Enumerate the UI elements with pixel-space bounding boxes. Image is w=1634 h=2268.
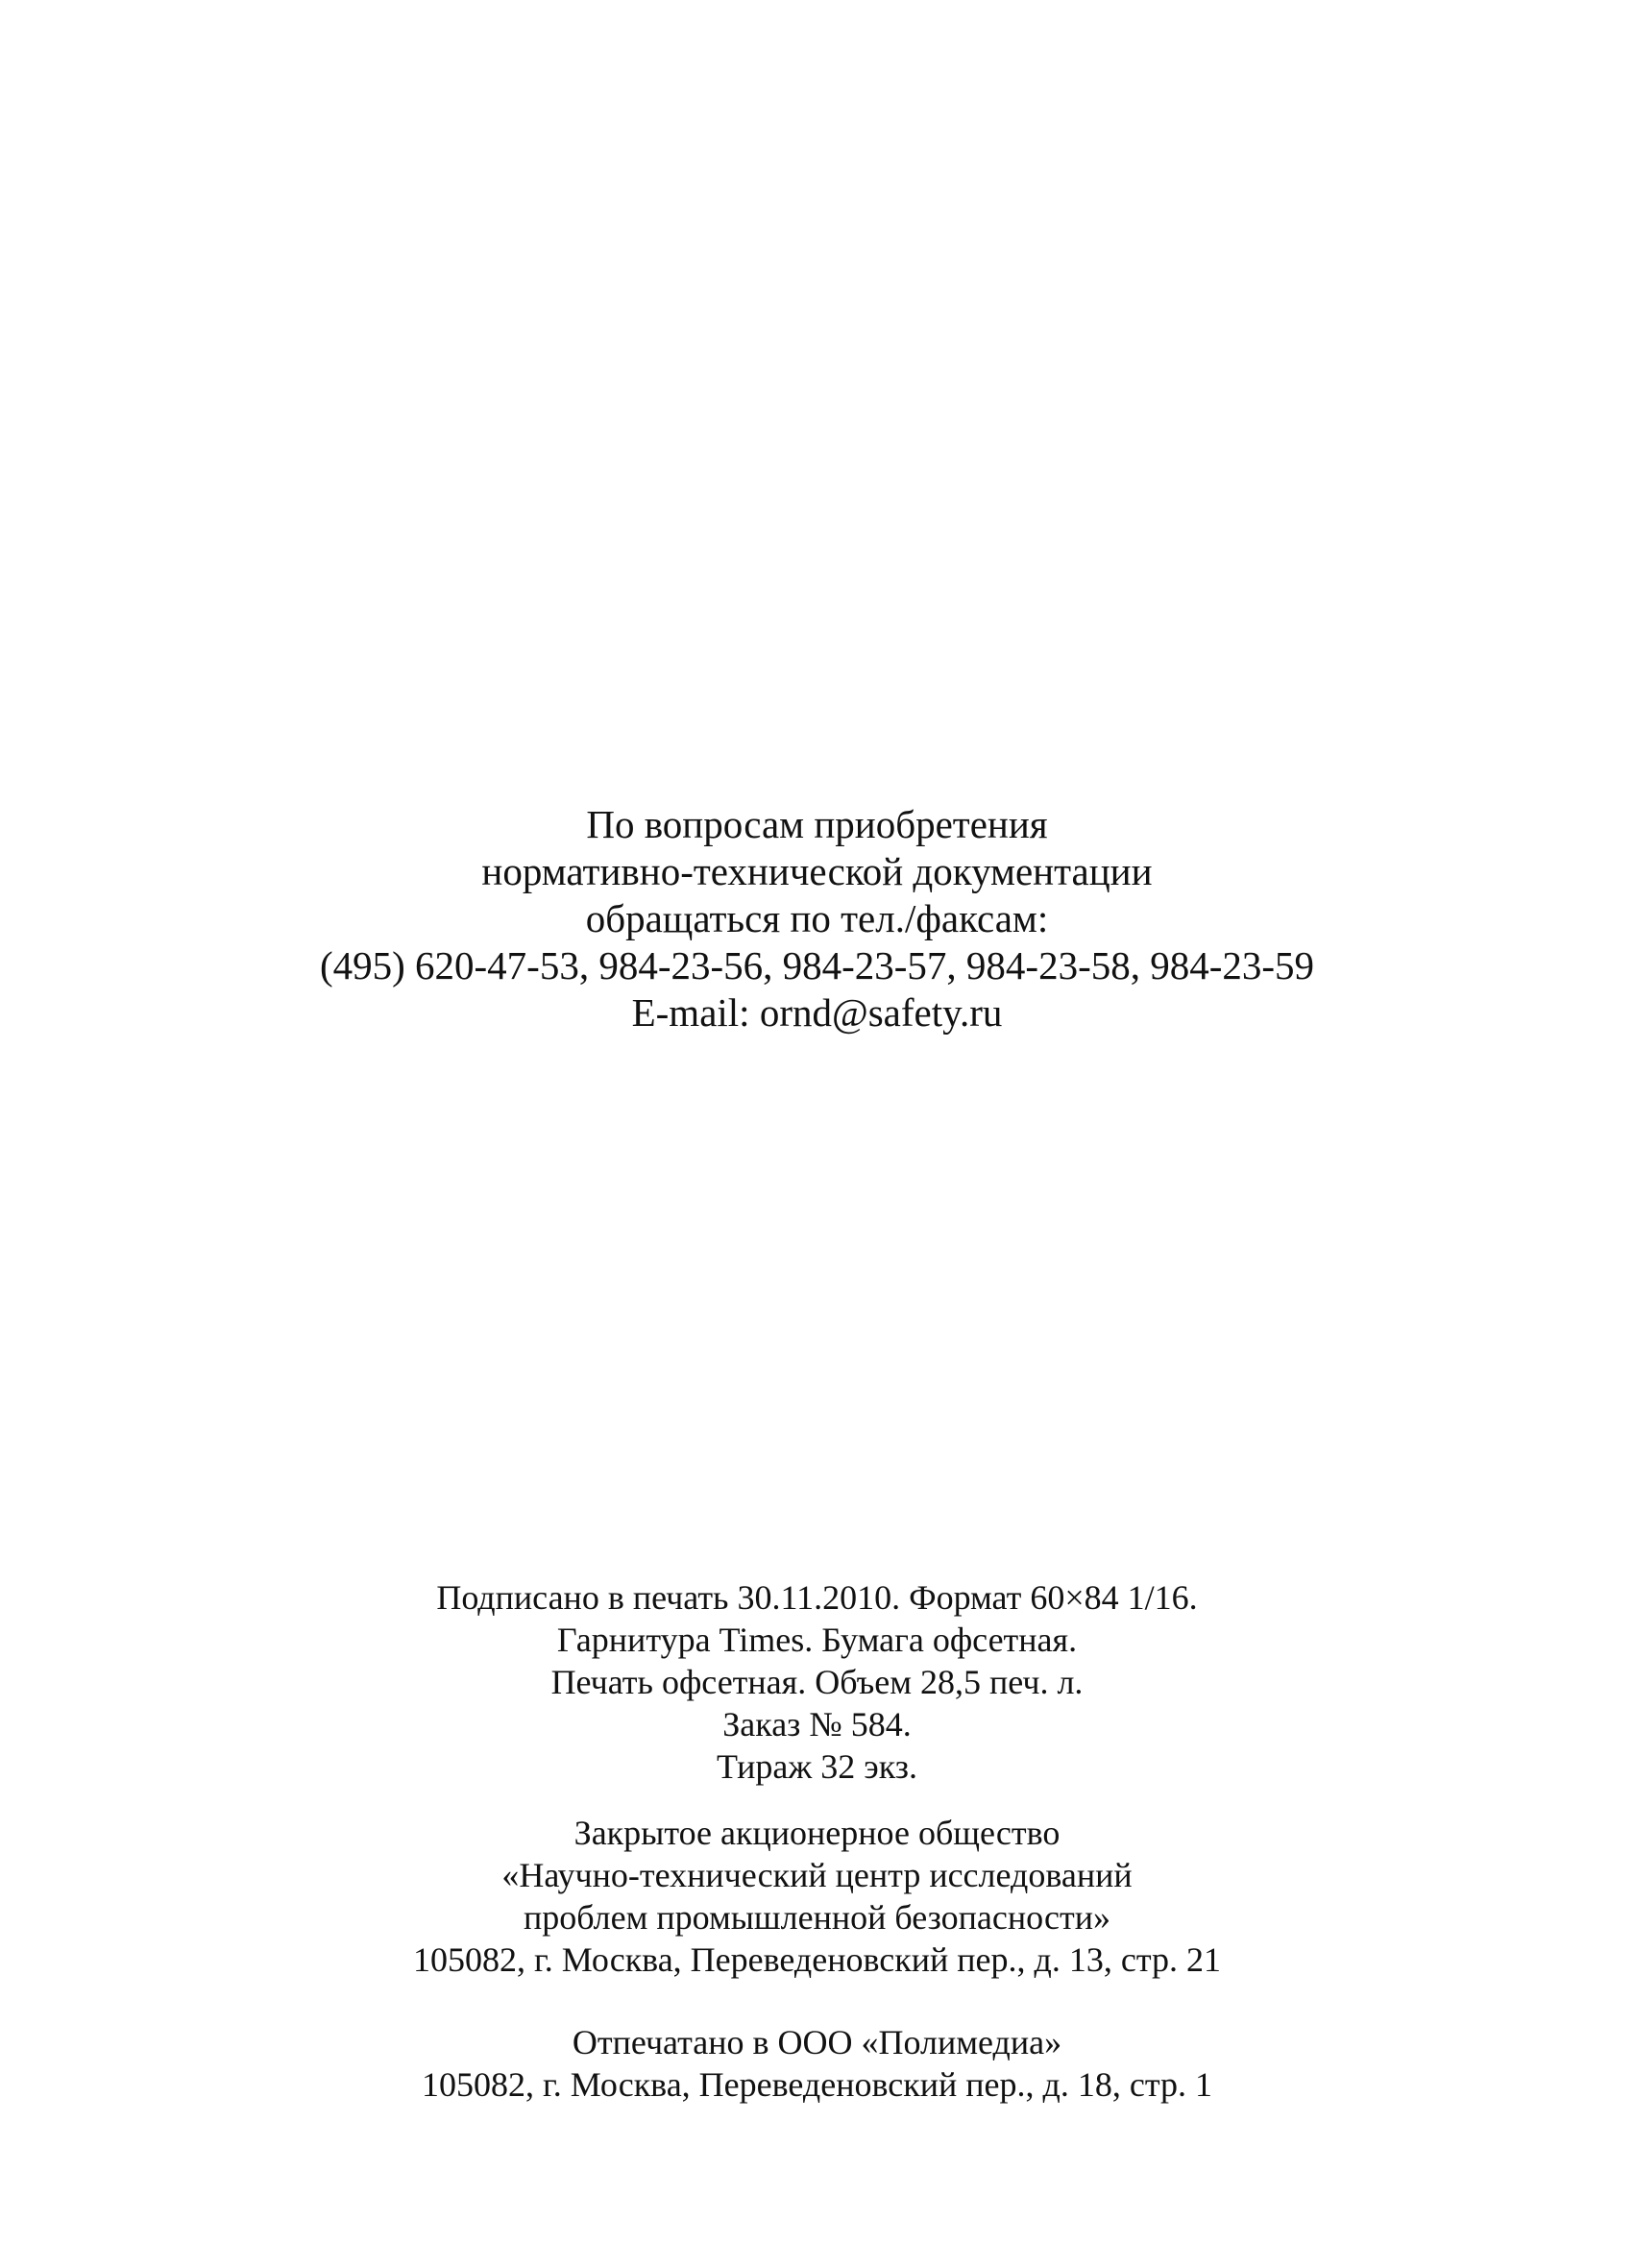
imprint-print-volume: Печать офсетная. Объем 28,5 печ. л. [550,1663,1084,1701]
contact-info-block [0,801,1634,1036]
publisher-address: 105082, г. Москва, Переведеновский пер., д. 13, стр. 21 [413,1940,1221,1979]
imprint-signed-format: Подписано в печать 30.11.2010. Формат 60×84 1/16. [436,1578,1198,1617]
contact-heading-line-2: нормативно-технической документации [481,849,1153,893]
printer-address: 105082, г. Москва, Переведеновский пер., д. 18, стр. 1 [422,2065,1212,2104]
imprint-print-run: Тираж 32 экз. [717,1747,917,1786]
publisher-name-line-1: «Научно-технический центр исследований [501,1856,1133,1894]
printer-name: Отпечатано в ООО «Полимедиа» [572,2023,1062,2061]
publisher-org-type: Закрытое акционерное общество [573,1814,1061,1852]
publisher-info-block [0,1812,1634,1981]
imprint-order-number: Заказ № 584. [722,1705,912,1744]
contact-heading-line-3: обращаться по тел./факсам: [585,896,1049,940]
printer-info-block [0,2021,1634,2106]
imprint-info-block [0,1576,1634,1788]
contact-email: E-mail: ornd@safety.ru [631,990,1003,1035]
contact-phones: (495) 620-47-53, 984-23-56, 984-23-57, 984-23-58, 984-23-59 [319,943,1315,988]
contact-heading-line-1: По вопросам приобретения [586,802,1048,846]
imprint-typeface-paper: Гарнитура Times. Бумага офсетная. [556,1621,1078,1659]
publisher-name-line-2: проблем промышленной безопасности» [523,1898,1111,1937]
